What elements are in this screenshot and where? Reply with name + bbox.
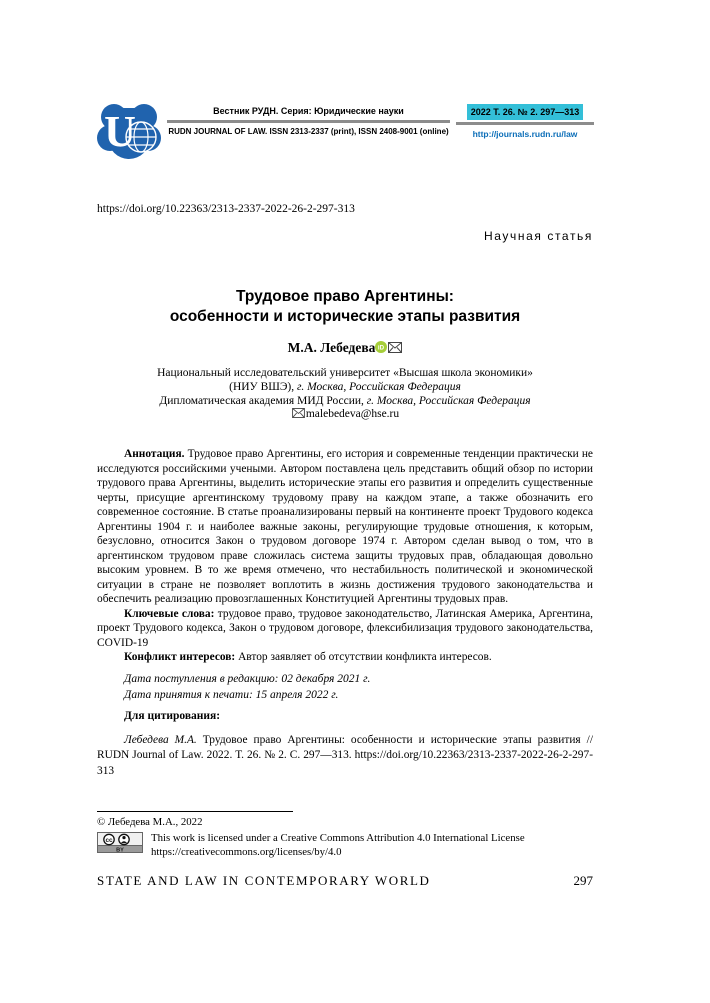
cc-by-badge-icon[interactable] — [97, 832, 143, 856]
orcid-icon[interactable] — [375, 341, 387, 357]
affiliation-line2-normal: (НИУ ВШЭ), — [229, 380, 298, 393]
affiliation-line2 — [97, 381, 593, 395]
abstract-text: Трудовое право Аргентины, его история и современные тенденции практически не исследуются российскими учеными. Автором поставлена цель представить общий обзор по истории трудового права Аргентины, выделить исторические этапы его развития и определить существенные черты, присущие аргентинскому трудовому праву на каждом этапе, а также обозначить его современное состояние. В статье проанализированы первый на континенте проект Трудового кодекса Аргентины 1904 г. и наиболее важные законы, регулирующие трудовые отношения, к которым, безусловно, относится Закон о трудовом договоре 1974 г. Автором сделан вывод о том, что в аргентинском трудовом праве сложилась система защиты трудовых прав, обладающая довольно высоким уровнем. В то же время отмечено, что нестабильность политической и экономической ситуации в стране не позволяет воплотить в жизнь достижения трудового законодательства и обеспечить реализацию провозглашенных Конституцией Аргентины трудовых прав. — [97, 448, 593, 605]
affiliation-line3 — [97, 395, 593, 409]
abstract-block — [97, 447, 593, 665]
doi-link[interactable]: https://doi.org/10.22363/2313-2337-2022-26-2-297-313 — [97, 203, 355, 215]
footnote-rule — [97, 811, 293, 812]
journal-name-ru: Вестник РУДН. Серия: Юридические науки — [213, 106, 404, 116]
citation-author: Лебедева М.А. — [124, 734, 197, 746]
citation-label-block — [97, 710, 593, 722]
conflict-label: Конфликт интересов: — [124, 651, 236, 663]
footnote-block — [97, 811, 593, 859]
citation-paragraph — [97, 733, 593, 779]
email-envelope-icon-small — [292, 408, 305, 423]
article-title — [97, 287, 593, 326]
article-type-label: Научная статья — [483, 229, 593, 243]
conflict-paragraph — [97, 650, 593, 665]
license-text — [151, 831, 525, 859]
dates-block — [97, 672, 593, 703]
page-footer — [97, 873, 593, 889]
conflict-text: Автор заявляет об отсутствии конфликта интересов. — [235, 651, 492, 663]
rudn-logo-icon — [95, 100, 163, 162]
affiliation-line3-normal: Дипломатическая академия МИД России, — [159, 394, 367, 407]
running-title: STATE AND LAW IN CONTEMPORARY WORLD — [97, 873, 431, 888]
license-line1: This work is licensed under a Creative Commons Attribution 4.0 International License — [151, 832, 525, 844]
affiliation-email-line — [97, 408, 593, 423]
affiliation-line3-italic: г. Москва, Российская Федерация — [366, 394, 531, 407]
affiliation-line1: Национальный исследовательский университет «Высшая школа экономики» — [157, 367, 533, 379]
abstract-label: Аннотация. — [124, 448, 185, 460]
keywords-label: Ключевые слова: — [124, 607, 215, 620]
article-title-line1: Трудовое право Аргентины: — [236, 288, 454, 305]
author-name: М.А. Лебедева — [287, 340, 376, 355]
citation-text: Трудовое право Аргентины: особенности и исторические этапы развития // RUDN Journal of Law. 2022. Т. 26. № 2. С. 297—313. https://doi.org/10.22363/2313-2337-2022-26-2-297-313 — [97, 734, 593, 777]
citation-label: Для цитирования: — [124, 710, 221, 722]
article-title-line2: особенности и исторические этапы развития — [169, 307, 521, 325]
svg-text:cc: cc — [105, 837, 113, 844]
email-envelope-icon[interactable] — [388, 341, 402, 357]
abstract-paragraph — [97, 447, 593, 607]
keywords-paragraph — [97, 607, 593, 651]
issue-info-block — [456, 100, 594, 139]
journal-url-link[interactable]: http://journals.rudn.ru/law — [472, 129, 578, 139]
date-received: Дата поступления в редакцию: 02 декабря 2021 г. — [124, 673, 371, 685]
journal-name-block — [167, 100, 450, 136]
license-row — [97, 831, 593, 859]
affiliation-line2-italic: г. Москва, Российская Федерация — [297, 380, 461, 393]
journal-header — [95, 100, 594, 162]
affiliation-block — [97, 367, 593, 423]
issue-info: 2022 Т. 26. № 2. 297—313 — [467, 104, 584, 120]
license-line2[interactable]: https://creativecommons.org/licenses/by/4.0 — [151, 846, 342, 858]
keywords-text: трудовое право, трудовое законодательство, Латинская Америка, Аргентина, проект Трудового кодекса, Закон о трудовом договоре, флексибилизация трудового законодательства, COVID-19 — [97, 607, 593, 649]
orcid-id-label: iD — [378, 344, 385, 352]
author-line — [97, 340, 593, 357]
page-number: 297 — [573, 873, 593, 888]
author-email-link[interactable]: malebedeva@hse.ru — [305, 408, 400, 421]
journal-name-en: RUDN JOURNAL OF LAW. ISSN 2313-2337 (print), ISSN 2408-9001 (online) — [168, 127, 449, 136]
date-accepted: Дата принятия к печати: 15 апреля 2022 г. — [124, 688, 339, 701]
logo-letter: U — [104, 107, 136, 156]
cc-by-label: BY — [116, 847, 124, 853]
copyright-line: © Лебедева М.А., 2022 — [97, 816, 203, 828]
